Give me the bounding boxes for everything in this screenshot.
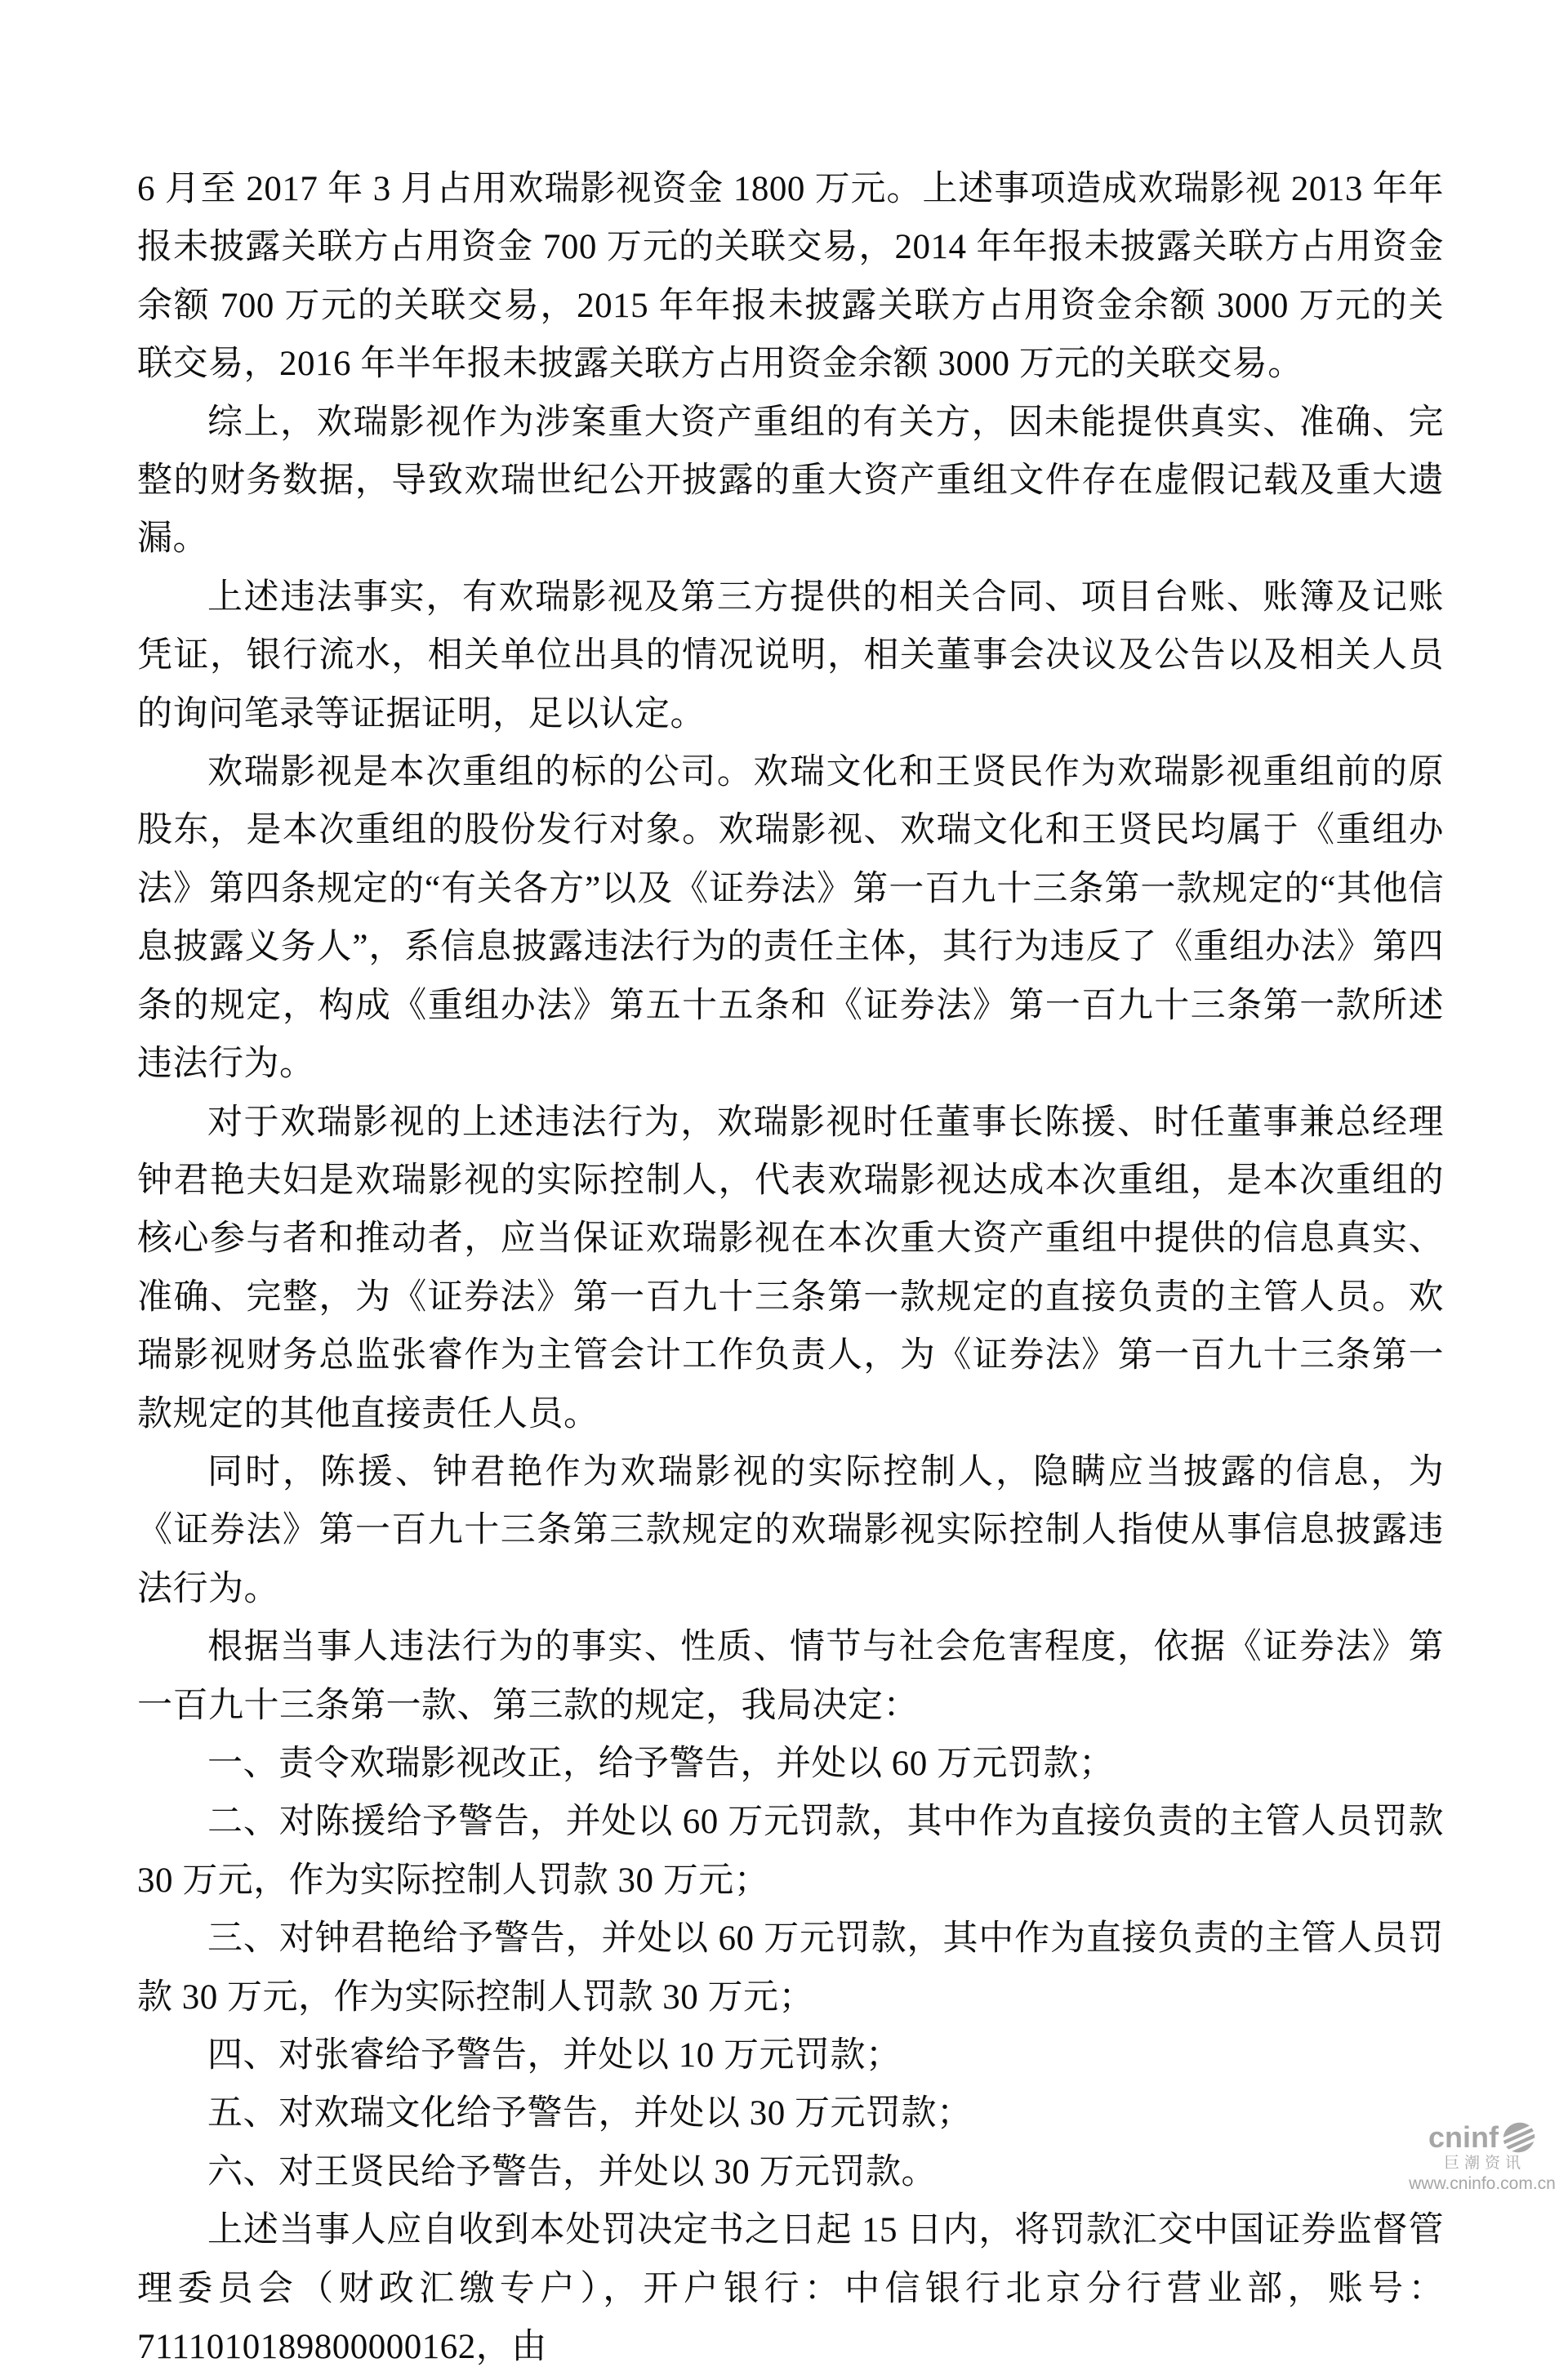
cninfo-logo-row: [1401, 2122, 1564, 2153]
document-paragraph: 上述违法事实，有欢瑞影视及第三方提供的相关合同、项目台账、账簿及记账凭证，银行流水，相关单位出具的情况说明，相关董事会决议及公告以及相关人员的询问笔录等证据证明，足以认定。: [137, 577, 1444, 733]
cninfo-logo-text: cninf: [1428, 2120, 1499, 2154]
cninfo-website: www.cninfo.com.cn: [1409, 2174, 1556, 2193]
globe-icon: [1502, 2122, 1536, 2153]
document-paragraph: 欢瑞影视是本次重组的标的公司。欢瑞文化和王贤民作为欢瑞影视重组前的原股东，是本次重组的股份发行对象。欢瑞影视、欢瑞文化和王贤民均属于《重组办法》第四条规定的“有关各方”以及《证券法》第一百九十三条第一款规定的“其他信息披露义务人”，系信息披露违法行为的责任主体，其行为违反了《重组办法》第四条的规定，构成《重组办法》第五十五条和《证券法》第一百九十三条第一款所述违法行为。: [137, 753, 1444, 1084]
cninfo-watermark: [1401, 2122, 1564, 2192]
document-body: [137, 160, 1444, 2376]
cninfo-chinese-name: 巨潮资讯: [1443, 2155, 1526, 2172]
document-paragraph-decision-item: 二、对陈援给予警告，并处以 60 万元罚款，其中作为直接负责的主管人员罚款 30 万元，作为实际控制人罚款 30 万元；: [137, 1803, 1444, 1900]
document-paragraph-decision-item: 三、对钟君艳给予警告，并处以 60 万元罚款，其中作为直接负责的主管人员罚款 30 万元，作为实际控制人罚款 30 万元；: [137, 1919, 1444, 2017]
document-paragraph: 6 月至 2017 年 3 月占用欢瑞影视资金 1800 万元。上述事项造成欢瑞影视 2013 年年报未披露关联方占用资金 700 万元的关联交易，2014 年年报未披露关联方占用资金余额 700 万元的关联交易，2015 年年报未披露关联方占用资金余额 3000 万元的关联交易，2016 年半年报未披露关联方占用资金余额 3000 万元的关联交易。: [137, 170, 1444, 384]
document-paragraph-decision-item: 一、责令欢瑞影视改正，给予警告，并处以 60 万元罚款；: [207, 1744, 1115, 1783]
document-paragraph: 同时，陈援、钟君艳作为欢瑞影视的实际控制人，隐瞒应当披露的信息，为《证券法》第一百九十三条第三款规定的欢瑞影视实际控制人指使从事信息披露违法行为。: [137, 1452, 1444, 1608]
document-paragraph: 上述当事人应自收到本处罚决定书之日起 15 日内，将罚款汇交中国证券监督管理委员会（财政汇缴专户），开户银行：中信银行北京分行营业部，账号：7111010189800000162，由: [137, 2211, 1444, 2367]
document-paragraph: 根据当事人违法行为的事实、性质、情节与社会危害程度，依据《证券法》第一百九十三条第一款、第三款的规定，我局决定：: [137, 1628, 1444, 1725]
document-paragraph-decision-item: 五、对欢瑞文化给予警告，并处以 30 万元罚款；: [207, 2094, 973, 2133]
document-paragraph: 综上，欢瑞影视作为涉案重大资产重组的有关方，因未能提供真实、准确、完整的财务数据，导致欢瑞世纪公开披露的重大资产重组文件存在虚假记载及重大遗漏。: [137, 403, 1444, 559]
document-paragraph-decision-item: 四、对张睿给予警告，并处以 10 万元罚款；: [207, 2036, 902, 2075]
document-paragraph-decision-item: 六、对王贤民给予警告，并处以 30 万元罚款。: [207, 2152, 937, 2191]
document-paragraph: 对于欢瑞影视的上述违法行为，欢瑞影视时任董事长陈援、时任董事兼总经理钟君艳夫妇是欢瑞影视的实际控制人，代表欢瑞影视达成本次重组，是本次重组的核心参与者和推动者，应当保证欢瑞影视在本次重大资产重组中提供的信息真实、准确、完整，为《证券法》第一百九十三条第一款规定的直接负责的主管人员。欢瑞影视财务总监张睿作为主管会计工作负责人，为《证券法》第一百九十三条第一款规定的其他直接责任人员。: [137, 1103, 1444, 1433]
